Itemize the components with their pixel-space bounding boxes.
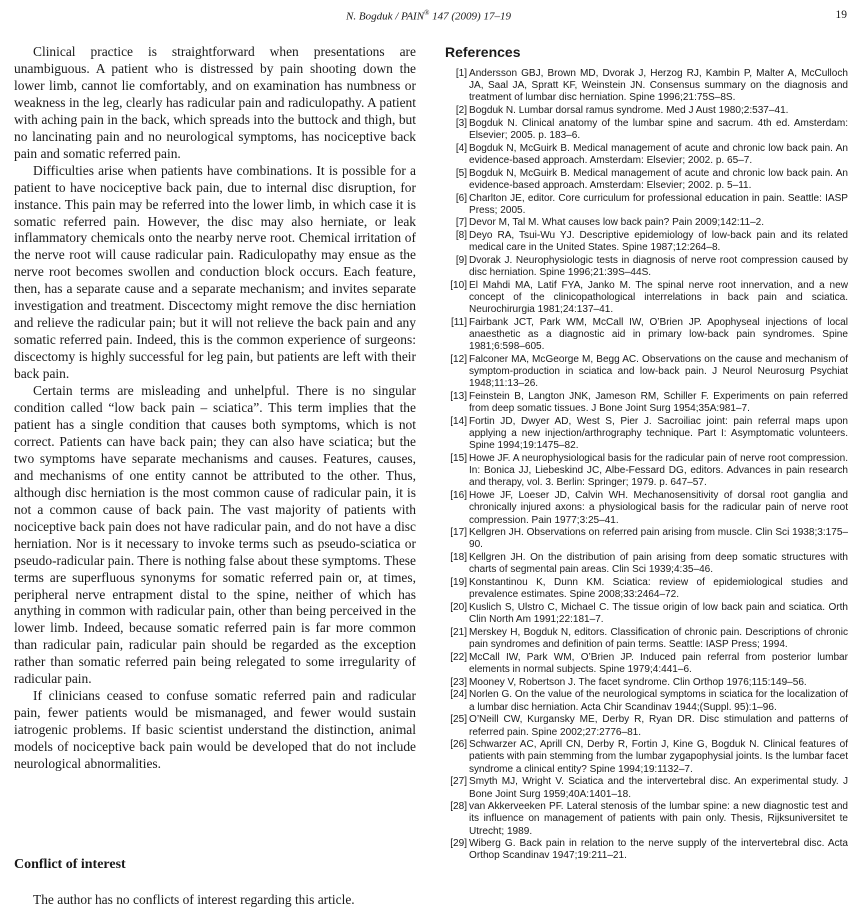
conflict-of-interest-text: The author has no conflicts of interest regarding this article. [33,892,355,907]
body-paragraph: Difficulties arise when patients have combinations. It is possible for a patient to have nociceptive back pain, due to internal disc disruption, for instance. This pain may be referred into the lower limb, in which case it is somatic referred pain. However, the disc may also herniate, or leak inflammatory chemicals onto the nearby nerve root. Chemical irritation of the nerve root will cause radicular pain. Radiculopathy may ensue as the nerve root becomes swollen and conduction block occurs. Each feature, then, has a separate cause and a separate mechanism; and invites separate investigation and treatment. Discectomy might remove the disc herniation and relieve the radicular pain; but it will not relieve the back pain and any somatic referred pain. Indeed, this is the common experience of surgeons: discectomy is highly successful for leg pain, but patients are left with their back pain. [14,162,416,382]
reference-text: Merskey H, Bogduk N, editors. Classification of chronic pain. Descriptions of chronic pain syndromes and definition of pain terms. Seattle: IASP Press; 1994. [469,626,848,651]
reference-number: [17] [450,527,467,539]
running-head [0,9,857,23]
reference-item [445,577,848,601]
reference-number: [13] [450,391,467,403]
reference-number: [19] [450,577,467,589]
reference-item [445,714,848,738]
page-number: 19 [835,9,847,21]
reference-number: [27] [450,776,467,788]
reference-text: Norlen G. On the value of the neurological symptoms in sciatica for the localization of a lumbar disc herniation. Acta Chir Scandinav 1944;(Suppl. 95):1–96. [469,689,848,713]
reference-text: Konstantinou K, Dunn KM. Sciatica: review of epidemiological studies and prevalence estimates. Spine 2008;33:2464–72. [469,577,848,601]
references-column [445,44,848,863]
reference-number: [9] [455,255,467,267]
reference-item [445,391,848,415]
reference-text: Howe JF. A neurophysiological basis for the radicular pain of nerve root compression. In: Bonica JJ, Liebeskind JC, Albe-Fessard DG, editors. Advances in pain research and therapy, vol. 3. Berlin: Springer; 1979. p. 647–57. [469,453,848,489]
reference-text: Mooney V, Robertson J. The facet syndrome. Clin Orthop 1976;115:149–56. [469,676,807,688]
reference-item [445,652,848,676]
reference-item [445,280,848,316]
reference-text: Bogduk N. Lumbar dorsal ramus syndrome. Med J Aust 1980;2:537–41. [469,105,789,117]
body-paragraph: Certain terms are misleading and unhelpful. There is no singular condition called “low back pain – sciatica”. This term implies that the patient has a single condition that causes both symptoms, which is not correct. Patients can have back pain; they can also have sciatica; but the two symptoms have separate mechanisms and causes. Features, causes, and mechanisms of one entity cannot be attributed to the other. Thus, although disc herniation is the most common cause of radicular pain, it is not a common cause of back pain. The vast majority of patients with nociceptive back pain does not have radicular pain, and do not have a disc herniation. Nor is it necessary to invoke terms such as pseudo-sciatica or pseudo-radicular pain. There is nothing false about these symptoms. These terms are superfluous synonyms for somatic referred pain or, at times, peripheral nerve entrapment distal to the spine, neither of which has anything in common with radicular pain, other than being perceived in the lower limb. Indeed, because somatic referred pain is far more common than radicular pain, radicular pain should be regarded as the exception rather than somatic referred pain being relegated to some irregularity of radicular pain. [14,383,416,687]
reference-text: Fortin JD, Dwyer AD, West S, Pier J. Sacroiliac joint: pain referral maps upon applying a new injection/arthrography technique. Part I: Asymptomatic volunteers. Spine 1994;19:1475–82. [469,416,848,452]
reference-item [445,490,848,526]
reference-text: Smyth MJ, Wright V. Sciatica and the intervertebral disc. An experimental study. J Bone Joint Surg 1959;40A:1401–18. [469,776,848,800]
reference-number: [2] [455,105,467,117]
reference-item [445,168,848,192]
reference-item [445,776,848,800]
reference-text: O’Neill CW, Kurgansky ME, Derby R, Ryan DR. Disc stimulation and patterns of referred pain. Spine 2002;27:2776–81. [469,714,848,738]
running-head-authors: N. Bogduk / PAIN [346,10,425,23]
reference-text: Bogduk N. Clinical anatomy of the lumbar spine and sacrum. 4th ed. Amsterdam: Elsevier; 2005. p. 183–6. [469,117,848,141]
reference-number: [26] [450,739,467,751]
references-heading: References [445,44,521,60]
reference-number: [3] [455,117,467,129]
reference-number: [24] [450,689,467,701]
reference-text: Kellgren JH. On the distribution of pain arising from deep somatic structures with charts of segmental pain areas. Clin Sci 1939;4:35–46. [469,552,848,576]
reference-item [445,739,848,775]
reference-number: [1] [455,68,467,79]
reference-text: Bogduk N, McGuirk B. Medical management of acute and chronic low back pain. An evidence-based approach. Amsterdam: Elsevier; 2002. p. 65–7. [469,142,848,166]
reference-text: van Akkerveeken PF. Lateral stenosis of the lumbar spine: a new diagnostic test and its influence on management of patients with pain only. Thesis, Rijksuniversitet te Utrecht; 1989. [469,801,848,837]
reference-item [445,118,848,142]
reference-number: [6] [455,192,467,204]
reference-number: [14] [450,416,467,428]
reference-text: Kuslich S, Ulstro C, Michael C. The tissue origin of low back pain and sciatica. Orth Clin North Am 1991;22:181–7. [469,602,848,626]
reference-item [445,193,848,217]
reference-item [445,689,848,713]
reference-item [445,627,848,651]
reference-item [445,255,848,279]
reference-text: Dvorak J. Neurophysiologic tests in diagnosis of nerve root compression caused by disc herniation. Spine 1996;21:39S–44S. [469,255,848,279]
reference-item [445,527,848,551]
body-paragraph: Clinical practice is straightforward when presentations are unambiguous. A patient who is distressed by pain shooting down the lower limb, cannot lie comfortably, and on examination has numbness or weakness in the leg, clearly has radicular pain and radiculopathy. A patient with aching pain in the back, which spreads into the buttock and thigh, but no lancinating pain and no neurological symptoms, has nociceptive back pain and somatic referred pain. [14,44,416,161]
reference-text: McCall IW, Park WM, O’Brien JP. Induced pain referral from posterior lumbar elements in normal subjects. Spine 1979;4:441–6. [469,651,848,675]
reference-item [445,801,848,837]
reference-number: [21] [450,626,467,638]
reference-number: [4] [455,142,467,154]
reference-number: [16] [450,490,467,502]
reference-text: Feinstein B, Langton JNK, Jameson RM, Schiller F. Experiments on pain referred from deep somatic tissues. J Bone Joint Surg 1954;35A:981–7. [469,391,848,415]
reference-number: [8] [455,230,467,242]
reference-item [445,838,848,862]
reference-number: [29] [450,838,467,850]
reference-item [445,677,848,689]
reference-item [445,602,848,626]
reference-text: Devor M, Tal M. What causes low back pain? Pain 2009;142:11–2. [469,217,765,229]
reference-text: Schwarzer AC, Aprill CN, Derby R, Fortin J, Kine G, Bogduk N. Clinical features of patients with pain stemming from the lumbar zygapophysial joints. Is the lumbar facet syndrome a clinical entity? Spine 1994;19:1132–7. [469,739,848,775]
reference-item [445,317,848,353]
body-text-column [14,44,416,907]
reference-item [445,354,848,390]
reference-text: Fairbank JCT, Park WM, McCall IW, O’Brien JP. Apophyseal injections of local anaesthetic as a diagnostic aid in primary low-back pain syndromes. Spine 1981;6:598–605. [469,317,848,353]
reference-item [445,143,848,167]
reference-item [445,217,848,229]
running-header [0,9,857,25]
reference-number: [18] [450,552,467,564]
reference-text: Kellgren JH. Observations on referred pain arising from muscle. Clin Sci 1938;3:175–90. [469,527,848,551]
reference-number: [11] [450,317,467,329]
reference-number: [25] [450,714,467,726]
reference-item [445,552,848,576]
reference-number: [12] [450,354,467,366]
reference-item [445,68,848,104]
reference-number: [10] [450,280,467,291]
references-list [445,68,848,863]
reference-number: [22] [450,651,467,663]
reference-number: [20] [450,602,467,613]
running-head-citation: 147 (2009) 17–19 [429,10,511,23]
reference-number: [23] [450,676,467,688]
reference-number: [7] [455,217,467,229]
body-paragraph: If clinicians ceased to confuse somatic referred pain and radicular pain, fewer patients would be mismanaged, and fewer would sustain iatrogenic problems. If basic scientist understand the distinction, animal models of nociceptive back pain would be developed that do not include neurological abnormalities. [14,688,416,772]
reference-item [445,453,848,489]
reference-number: [5] [455,167,467,179]
reference-text: El Mahdi MA, Latif FYA, Janko M. The spinal nerve root innervation, and a new concept of the clinicopathological interrelations in back pain and sciatica. Neurochirurgia 1981;24:137–41. [469,280,848,316]
reference-item [445,105,848,117]
registered-mark: ® [424,9,430,17]
reference-text: Charlton JE, editor. Core curriculum for professional education in pain. Seattle: IASP Press; 2005. [469,192,848,216]
reference-number: [15] [450,453,467,465]
reference-text: Andersson GBJ, Brown MD, Dvorak J, Herzog RJ, Kambin P, Malter A, McCulloch JA, Saal JA, Spratt KF, Weinstein JN. Consensus summary on the diagnosis and treatment of lumbar disc herniation. Spine 1996;21:75S–8S. [469,68,848,104]
reference-item [445,230,848,254]
reference-number: [28] [450,801,467,813]
reference-text: Falconer MA, McGeorge M, Begg AC. Observations on the cause and mechanism of symptom-production in sciatica and low-back pain. J Neurol Neurosurg Psychiat 1948;11:13–26. [469,354,848,390]
conflict-of-interest-heading: Conflict of interest [14,857,126,872]
reference-text: Howe JF, Loeser JD, Calvin WH. Mechanosensitivity of dorsal root ganglia and chronically injured axons: a physiological basis for the radicular pain of nerve root compression. Pain 1977;3:25–41. [469,490,848,526]
reference-text: Bogduk N, McGuirk B. Medical management of acute and chronic low back pain. An evidence-based approach. Amsterdam: Elsevier; 2002. p. 5–11. [469,167,848,191]
reference-item [445,416,848,452]
reference-text: Wiberg G. Back pain in relation to the nerve supply of the intervertebral disc. Acta Orthop Scandinav 1947;19:211–21. [469,838,848,862]
reference-text: Deyo RA, Tsui-Wu YJ. Descriptive epidemiology of low-back pain and its related medical care in the United States. Spine 1987;12:264–8. [469,230,848,254]
